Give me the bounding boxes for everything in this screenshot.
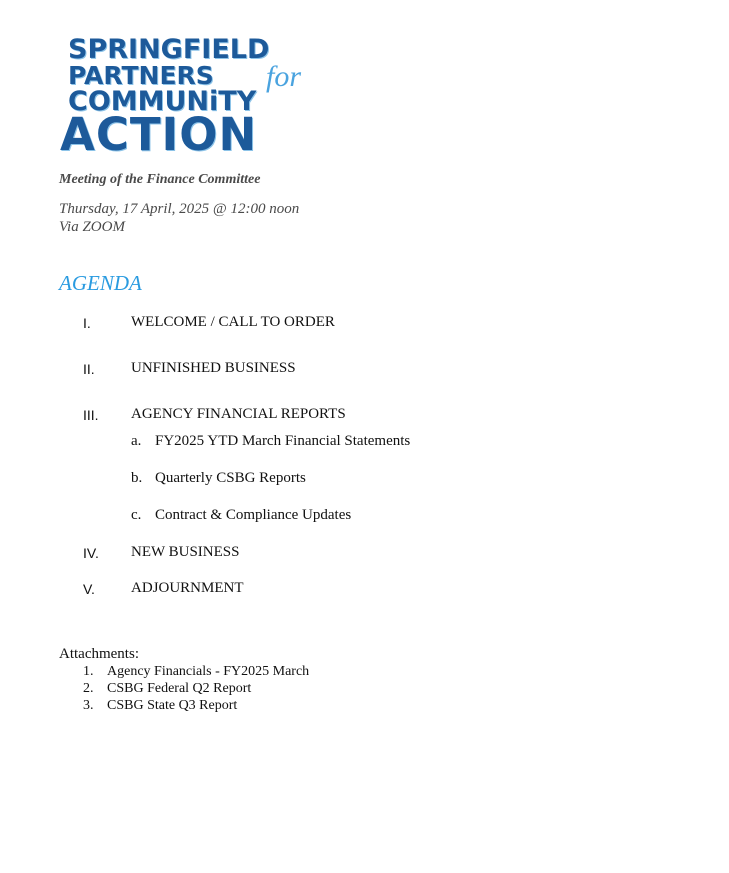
agenda-numeral: V. [83, 581, 95, 597]
agenda-item-text: WELCOME / CALL TO ORDER [131, 314, 335, 330]
meeting-date: Thursday, 17 April, 2025 @ 12:00 noon [59, 201, 300, 217]
agenda-item-text: UNFINISHED BUSINESS [131, 360, 296, 376]
agenda-subitem-letter: b. [131, 470, 143, 486]
logo-for-script: for [266, 60, 302, 93]
attachments-heading: Attachments: [59, 646, 139, 662]
attachment-number: 3. [83, 698, 94, 713]
agenda-subitem-text: Contract & Compliance Updates [155, 507, 352, 523]
agenda-numeral: II. [83, 361, 95, 377]
attachment-text: CSBG State Q3 Report [107, 698, 238, 713]
meeting-venue: Via ZOOM [59, 219, 125, 235]
attachment-number: 1. [83, 664, 94, 679]
agenda-subitem-letter: c. [131, 507, 142, 523]
agenda-subitem-text: Quarterly CSBG Reports [155, 470, 306, 486]
attachment-number: 2. [83, 681, 94, 696]
agenda-subitem-text: FY2025 YTD March Financial Statements [155, 433, 411, 449]
agenda-heading: AGENDA [59, 271, 142, 295]
agenda-numeral: I. [83, 315, 91, 331]
attachment-text: Agency Financials - FY2025 March [107, 664, 310, 679]
logo-line-partners: PARTNERS [68, 61, 214, 90]
agenda-item-text: ADJOURNMENT [131, 580, 244, 596]
attachment-text: CSBG Federal Q2 Report [107, 681, 252, 696]
agenda-item-text: AGENCY FINANCIAL REPORTS [131, 406, 346, 422]
agenda-numeral: III. [83, 407, 99, 423]
logo-line-action: ACTION [60, 108, 258, 161]
agenda-item-text: NEW BUSINESS [131, 544, 240, 560]
agenda-numeral: IV. [83, 545, 99, 561]
logo-line-springfield: SPRINGFIELD [68, 34, 270, 65]
logo-line-community: COMMUNiTY [68, 86, 257, 117]
organization-logo [58, 34, 318, 161]
meeting-title: Meeting of the Finance Committee [59, 172, 261, 187]
agenda-subitem-letter: a. [131, 433, 142, 449]
